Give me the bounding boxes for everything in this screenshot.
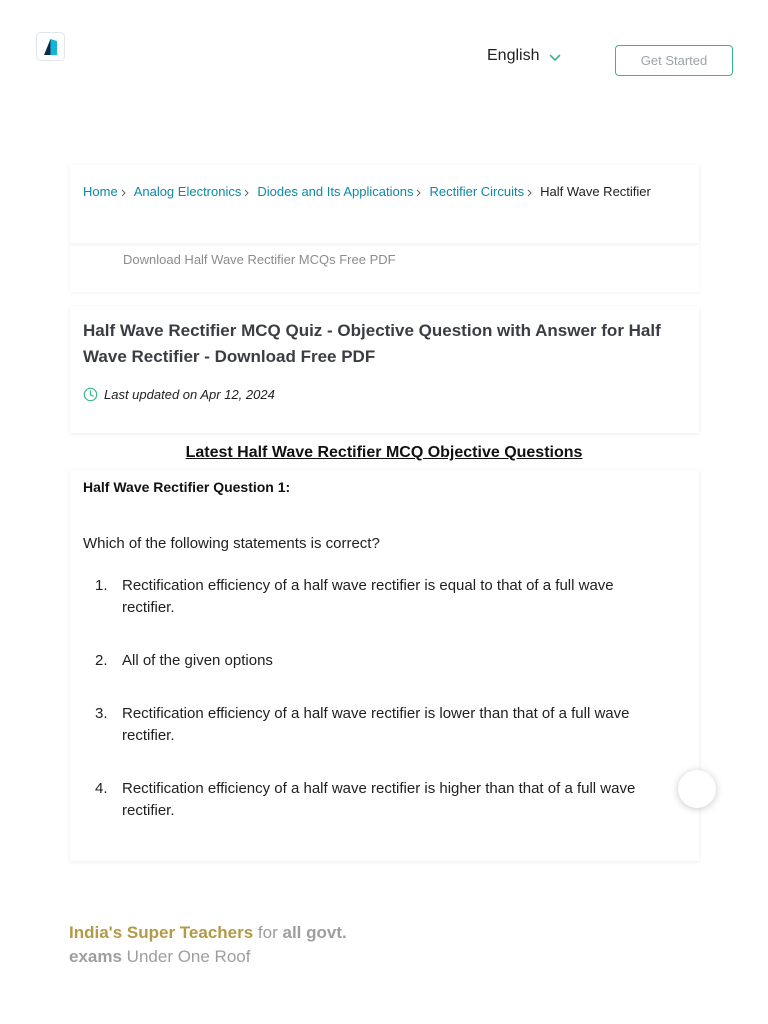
- download-pdf-link[interactable]: Download Half Wave Rectifier MCQs Free PDF: [123, 252, 396, 267]
- chevron-right-icon: [244, 189, 249, 197]
- question-card: [70, 470, 699, 861]
- breadcrumb-rectifier-circuits[interactable]: Rectifier Circuits: [429, 184, 525, 199]
- option-text: Rectification efficiency of a half wave rectifier is equal to that of a full wave rectifier.: [122, 577, 614, 616]
- breadcrumb-home[interactable]: Home: [83, 184, 118, 199]
- chevron-right-icon: [527, 189, 532, 197]
- option-item[interactable]: [83, 703, 643, 747]
- last-updated: [83, 387, 686, 402]
- tagline-for: for: [257, 923, 278, 942]
- chevron-down-icon: [549, 54, 561, 62]
- chevron-right-icon: [121, 189, 126, 197]
- option-number: 4.: [95, 780, 108, 797]
- option-number: 2.: [95, 652, 108, 669]
- breadcrumb: [70, 165, 699, 243]
- floating-action-button[interactable]: [678, 770, 716, 808]
- breadcrumb-analog-electronics[interactable]: Analog Electronics: [133, 184, 242, 199]
- option-item[interactable]: [83, 778, 643, 822]
- tagline-roof: Under One Roof: [126, 947, 251, 966]
- logo-icon[interactable]: [36, 32, 65, 61]
- chevron-right-icon: [416, 189, 421, 197]
- option-number: 3.: [95, 705, 108, 722]
- question-text: Which of the following statements is correct?: [83, 535, 380, 552]
- clock-icon: [83, 387, 98, 402]
- breadcrumb-diodes[interactable]: Diodes and Its Applications: [257, 184, 414, 199]
- header: [0, 0, 768, 100]
- language-label: English: [487, 47, 540, 64]
- options-list: [83, 575, 686, 822]
- page-title: Half Wave Rectifier MCQ Quiz - Objective Question with Answer for Half Wave Rectifier - Download Free PDF: [83, 321, 661, 366]
- last-updated-text: Last updated on Apr 12, 2024: [104, 387, 275, 402]
- option-item[interactable]: [83, 650, 643, 672]
- option-text: Rectification efficiency of a half wave rectifier is higher than that of a full wave rectifier.: [122, 780, 636, 819]
- get-started-button[interactable]: Get Started: [615, 45, 733, 76]
- option-item[interactable]: [83, 575, 643, 619]
- breadcrumb-current: Half Wave Rectifier: [540, 184, 651, 199]
- question-label: Half Wave Rectifier Question 1:: [83, 479, 291, 495]
- option-text: Rectification efficiency of a half wave rectifier is lower than that of a full wave rectifier.: [122, 705, 630, 744]
- tagline-highlight: India's Super Teachers: [69, 923, 254, 942]
- section-heading: Latest Half Wave Rectifier MCQ Objective Questions: [185, 444, 583, 461]
- download-pdf-card: [70, 243, 699, 292]
- option-number: 1.: [95, 577, 108, 594]
- option-text: All of the given options: [122, 652, 273, 669]
- tagline-exams: all govt. exams: [69, 923, 347, 966]
- title-card: [70, 306, 699, 433]
- tagline: [69, 921, 399, 969]
- language-selector[interactable]: [487, 47, 561, 65]
